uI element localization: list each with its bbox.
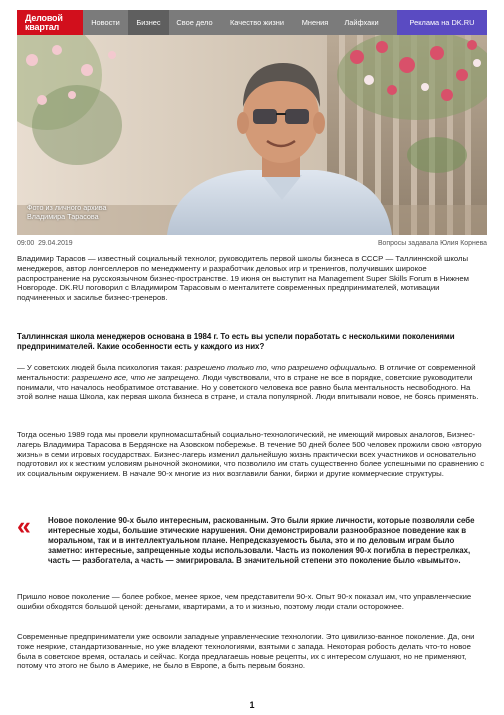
top-navigation	[17, 10, 487, 35]
nav-item-quality-of-life[interactable]: Качество жизни	[230, 18, 284, 27]
article-intro: Владимир Тарасов — известный социальный технолог, руководитель первой школы бизнеса в СССР — Таллиннской школы менеджеров, автор лонгселлеров по менеджменту и разработчик деловых игр и тренингов, получивших широкое распространение на русскоязычном бизнес-пространстве. 19 июня он выступит на Management Super Skills Forum в Нижнем Новгороде. DK.RU поговорил с Владимиром Тарасовым о менталитете современных предпринимателей, мотивации подчиненных и засилье бизнес-тренеров.	[17, 254, 469, 303]
pull-quote-text: Новое поколение 90-х было интересным, раскованным. Это были яркие личности, которые позволяли себе интересные ходы, большие этические нарушения. Они демонстрировали разнообразное поведение как в моральном, так и в интеллектуальном плане. Непредсказуемость была, это и по деловым играм было заметно: интересные, запрещенные ходы использовали. Часть из поколения 90-х погибла в перестрелках, часть — разбогатела, а часть — эмигрировала. В значительной степени это поколение было «вымыто».	[48, 516, 475, 565]
author-credit: Вопросы задавала Юлия Корнева	[377, 240, 487, 247]
answer-1	[17, 363, 487, 402]
advertise-link[interactable]: Реклама на DK.RU	[397, 10, 487, 35]
publish-datetime	[17, 240, 73, 247]
publish-time: 09:00	[17, 240, 35, 247]
paragraph-4: Современные предприниматели уже освоили западные управленческие технологии. Это цивилизо-ванное поколение. Да, они тоже неяркие, стандартизованные, но уже владеют технологиями, взятыми с запада. Некоторая робость делать что-то новое была в советское время, осталась и сейчас. Когда предлагаешь новые рецепты, их с интересом слушают, но не применяют, потому что этого не было в Америке, не было в Европе, а быть первым боязно.	[17, 632, 475, 671]
answer-1-italic-1: разрешено только то, что разрешено официально.	[184, 363, 378, 372]
question-1: Таллиннская школа менеджеров основана в 1984 г. То есть вы успели поработать с несколькими поколениями предпринимателей. Какие особенности есть у каждого из них?	[17, 332, 455, 351]
nav-item-lifehacks[interactable]: Лайфхаки	[344, 18, 379, 27]
logo-line-1: Деловой	[25, 12, 63, 23]
publish-date: 29.04.2019	[38, 240, 73, 247]
photo-caption-line-2: Владимира Тарасова	[27, 212, 99, 221]
article-meta	[17, 240, 487, 247]
paragraph-3: Пришло новое поколение — более робкое, менее яркое, чем представители 90-х. Опыт 90-х показал им, что управленческие ошибки обходятся большой ценой: деньгами, квартирами, а то и жизнью, поэтому люди стали осторожнее.	[17, 592, 472, 611]
site-logo[interactable]	[17, 10, 83, 35]
nav-item-opinions[interactable]: Мнения	[301, 18, 329, 27]
nav-item-business[interactable]: Бизнес	[128, 10, 169, 35]
answer-1-part-3: Люди чувствовали, что в стране не все в порядке, советские руководители понимали, что началось необратимое отставание. Но у советского человека все равно была ментальность несвободного. На этой волне наша Школа, как первая школа бизнеса в стране, и стала популярной. Люди впитывали новое, не боясь применять.	[17, 372, 479, 402]
paragraph-2: Тогда осенью 1989 года мы провели крупномасштабный социально-технологический, не имеющий мировых аналогов, Бизнес-лагерь Владимира Тарасова в Бердянске на Азовском побережье. В течение 50 дней более 500 человек прожили свою «вторую жизнь» в семи игровых государствах. Бизнес-лагерь изменил дальнейшую жизнь практически всех участников и основательно подготовил их к жестким условиям рыночной экономики, что позволило им стать существенно более успешными по сравнению с их социальным окружением. В начале 90-х многие из них возглавили банки, биржи и другие коммерческие структуры.	[17, 430, 485, 479]
answer-1-part-1: — У советских людей была психология такая:	[17, 363, 185, 372]
quote-mark-icon: «	[17, 512, 31, 540]
article-photo	[17, 35, 487, 235]
page-number: 1	[249, 700, 255, 710]
answer-1-italic-2: разрешено все, что не запрещено.	[71, 372, 201, 382]
answer-1-part-2: В отличие от современной ментальности:	[17, 363, 476, 382]
photo-caption-line-1: Фото из личного архива	[27, 203, 107, 212]
nav-item-news[interactable]: Новости	[91, 18, 120, 27]
logo-line-2: квартал	[25, 21, 60, 32]
nav-item-own-business[interactable]: Свое дело	[176, 18, 213, 27]
photo-caption	[27, 203, 106, 221]
